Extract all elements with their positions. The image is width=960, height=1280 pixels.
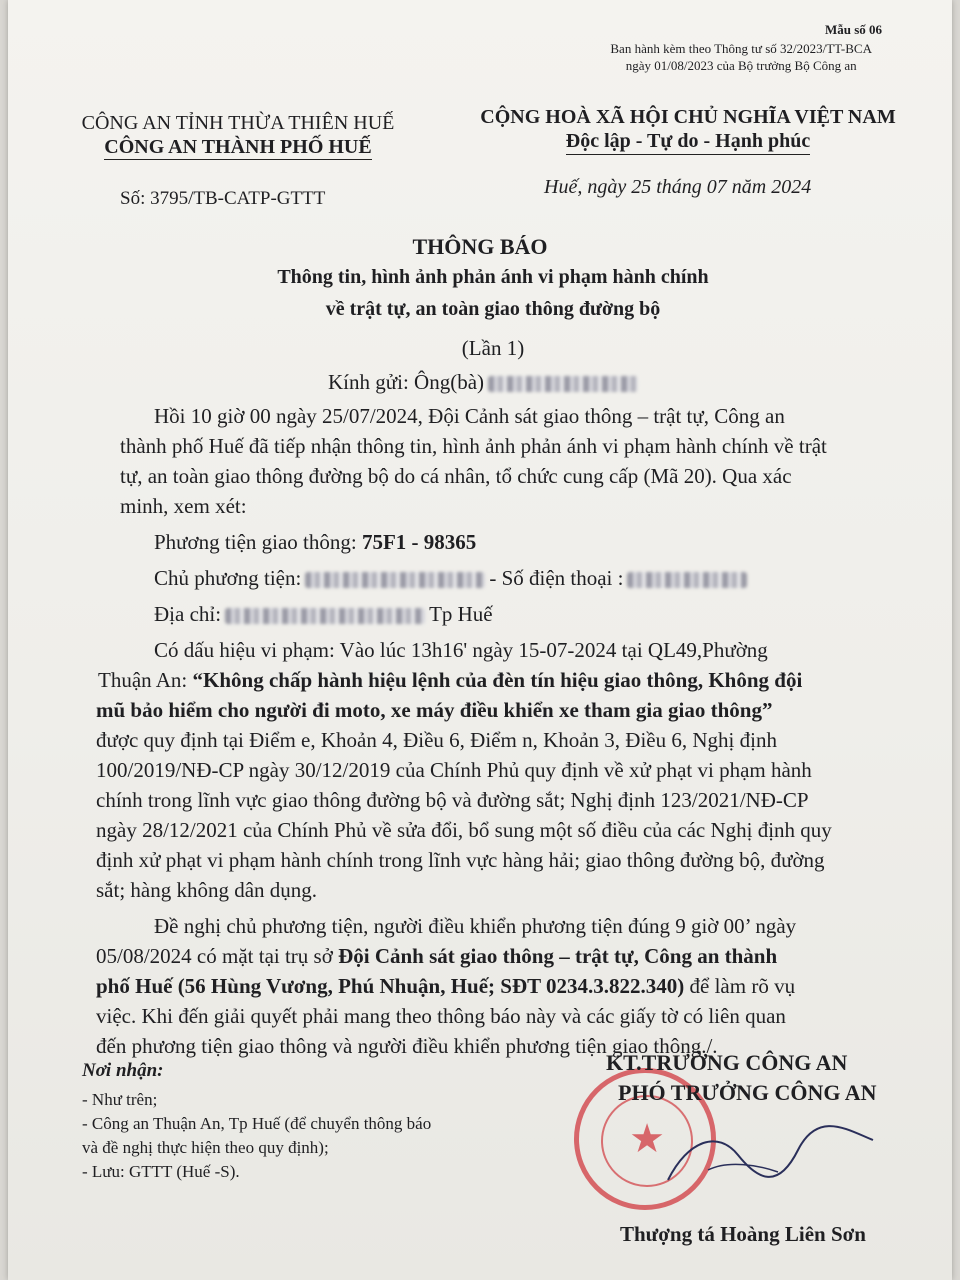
org-parent: CÔNG AN TỈNH THỪA THIÊN HUẾ <box>81 112 395 134</box>
paragraph-1-line-4: minh, xem xét: <box>120 494 247 518</box>
request-line-1: Đề nghị chủ phương tiện, người điều khiển phương tiện đúng 9 giờ 00’ ngày <box>154 914 797 938</box>
document-subtitle-2: về trật tự, an toàn giao thông đường bộ <box>325 298 661 320</box>
address-city: Tp Huế <box>429 602 493 626</box>
violation-line-8: định xử phạt vi phạm hành chính trong lĩnh vực hàng hải; giao thông đường bộ, đường <box>96 848 825 872</box>
recipient-item: và đề nghị thực hiện theo quy định); <box>82 1138 329 1157</box>
violation-line-7: ngày 28/12/2021 của Chính Phủ về sửa đổi, bổ sung một số điều của các Nghị định quy <box>96 818 832 842</box>
redacted-owner <box>305 572 485 588</box>
paragraph-1-line-2: thành phố Huế đã tiếp nhận thông tin, hình ảnh phản ánh vi phạm hành chính về trật <box>120 434 827 458</box>
vehicle-label: Phương tiện giao thông: <box>154 530 362 554</box>
owner-label: Chủ phương tiện: <box>154 566 302 590</box>
violation-line-3: mũ bảo hiểm cho người đi moto, xe máy điều khiển xe tham gia giao thông” <box>96 698 773 722</box>
document-date: Huế, ngày 25 tháng 07 năm 2024 <box>544 176 812 198</box>
violation-line-4: được quy định tại Điểm e, Khoản 4, Điều 6, Điểm n, Khoản 3, Điều 6, Nghị định <box>96 728 777 752</box>
attempt-number: (Lần 1) <box>461 336 525 360</box>
request-date: 05/08/2024 có mặt tại trụ sở <box>96 944 339 968</box>
address-line <box>154 602 493 627</box>
redacted-address <box>225 608 425 624</box>
address-label: Địa chỉ: <box>154 602 222 626</box>
violation-line-5: 100/2019/NĐ-CP ngày 30/12/2019 của Chính Phủ quy định về xử phạt vi phạm hành <box>96 758 812 782</box>
nation-motto <box>428 130 948 153</box>
form-note-line-2: ngày 01/08/2023 của Bộ trưởng Bộ Công an <box>625 58 857 73</box>
violation-line-6: chính trong lĩnh vực giao thông đường bộ và đường sắt; Nghị định 123/2021/NĐ-CP <box>96 788 809 812</box>
recipients-heading: Nơi nhận: <box>82 1060 164 1081</box>
signature-title-1: KT.TRƯỞNG CÔNG AN <box>606 1050 848 1075</box>
owner-line <box>154 566 751 591</box>
nation-motto-text: Độc lập - Tự do - Hạnh phúc <box>566 130 810 155</box>
document-title: THÔNG BÁO <box>412 234 548 259</box>
signer-name: Thượng tá Hoàng Liên Sơn <box>620 1222 866 1246</box>
org-name-text: CÔNG AN THÀNH PHỐ HUẾ <box>104 136 372 158</box>
request-purpose: để làm rõ vụ <box>684 974 796 998</box>
phone-label: - Số điện thoại : <box>489 566 624 590</box>
document-page <box>8 0 952 1280</box>
redacted-phone <box>627 572 747 588</box>
recipient-item: - Lưu: GTTT (Huế -S). <box>82 1162 240 1181</box>
signature-title-2: PHÓ TRƯỞNG CÔNG AN <box>618 1080 877 1105</box>
nation-title: CỘNG HOÀ XÃ HỘI CHỦ NGHĨA VIỆT NAM <box>480 106 896 128</box>
violation-line-9: sắt; hàng không dân dụng. <box>96 878 318 902</box>
violation-place: Thuận An: <box>98 668 193 692</box>
salutation-text: Kính gửi: Ông(bà) <box>328 370 485 394</box>
document-number: Số: 3795/TB-CATP-GTTT <box>120 188 326 209</box>
recipient-item: - Công an Thuận An, Tp Huế (để chuyển thông báo <box>82 1114 432 1133</box>
document-subtitle-1: Thông tin, hình ảnh phản ánh vi phạm hành chính <box>277 266 709 288</box>
paragraph-1-line-1: Hồi 10 giờ 00 ngày 25/07/2024, Đội Cảnh sát giao thông – trật tự, Công an <box>154 404 785 428</box>
form-note <box>610 40 872 74</box>
request-line-3 <box>96 974 795 999</box>
org-name <box>58 136 418 159</box>
paragraph-1-line-3: tự, an toàn giao thông đường bộ do cá nhân, tổ chức cung cấp (Mã 20). Qua xác <box>120 464 792 488</box>
form-number: Mẫu số 06 <box>824 22 882 37</box>
request-address: phố Huế (56 Hùng Vương, Phú Nhuận, Huế; SĐT 0234.3.822.340) <box>96 974 685 998</box>
vehicle-plate: 75F1 - 98365 <box>361 530 477 554</box>
vehicle-line <box>154 530 476 555</box>
redacted-name <box>488 376 638 392</box>
violation-desc-1: “Không chấp hành hiệu lệnh của đèn tín hiệu giao thông, Không đội <box>192 668 803 692</box>
form-note-line-1: Ban hành kèm theo Thông tư số 32/2023/TT-BCA <box>610 41 872 56</box>
request-line-5: đến phương tiện giao thông và người điều khiển phương tiện giao thông./. <box>96 1034 718 1058</box>
salutation <box>328 370 642 395</box>
request-office: Đội Cảnh sát giao thông – trật tự, Công an thành <box>338 944 778 968</box>
star-icon: ★ <box>629 1116 665 1161</box>
violation-line-1: Có dấu hiệu vi phạm: Vào lúc 13h16' ngày 15-07-2024 tại QL49,Phường <box>154 638 768 662</box>
recipient-item: - Như trên; <box>82 1090 158 1109</box>
violation-line-2 <box>98 668 802 693</box>
request-line-4: việc. Khi đến giải quyết phải mang theo thông báo này và các giấy tờ có liên quan <box>96 1004 786 1028</box>
handwritten-signature <box>648 1110 888 1200</box>
request-line-2 <box>96 944 777 969</box>
